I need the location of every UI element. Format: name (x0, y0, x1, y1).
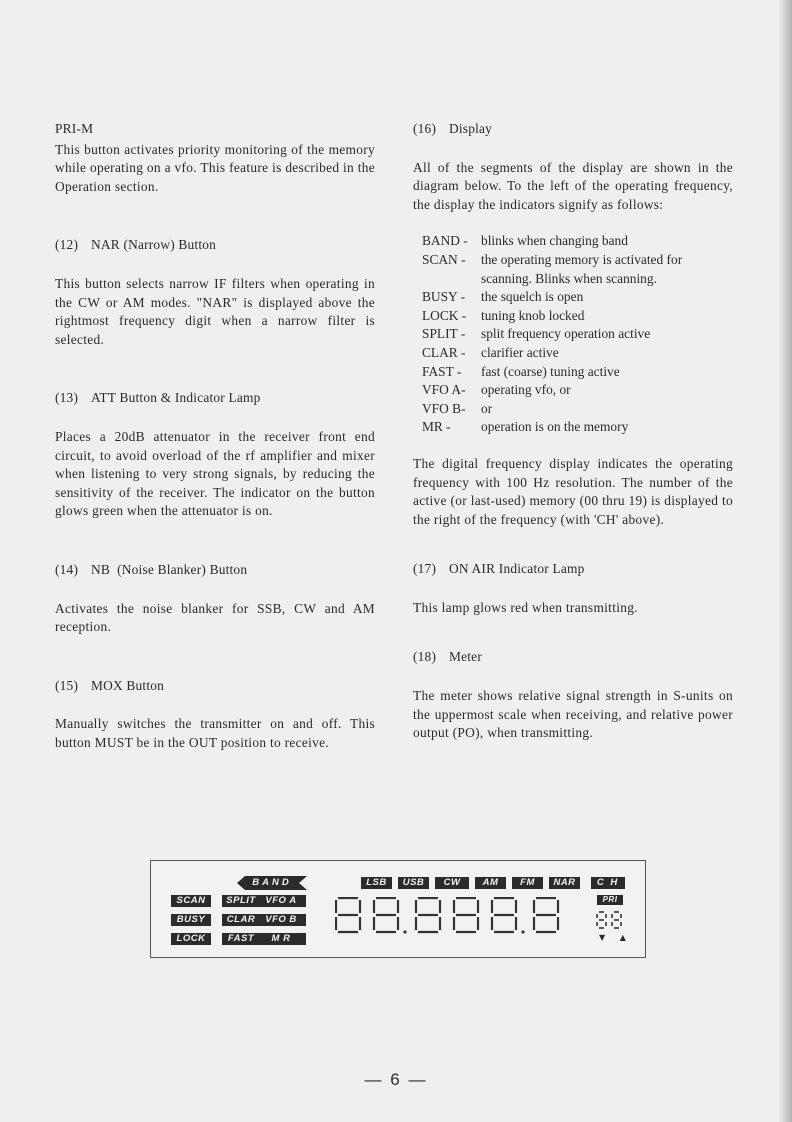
left-column (55, 120, 375, 752)
att-heading (55, 389, 375, 408)
busy-tag: BUSY (171, 914, 211, 926)
indicator-key: BAND - (422, 233, 468, 249)
section-display (413, 120, 733, 529)
indicator-desc: operation is on the memory (481, 419, 629, 435)
indicator-key: BUSY - (422, 289, 466, 305)
lock-tag: LOCK (171, 933, 211, 945)
am-tag: AM (475, 877, 506, 889)
indicator-list (422, 232, 733, 437)
display-after: The digital frequency display indicates the operating frequency with 100 Hz resolution. The number of the active (or last-used) memory (00 thru 19) is displayed to the right of the frequency (with 'CH' above). (413, 455, 733, 527)
indicator-item (422, 400, 733, 419)
section-nb (55, 561, 375, 637)
section-pri-m (55, 120, 375, 196)
on-air-text: This lamp glows red when transmitting. (413, 599, 638, 615)
display-diagram (150, 860, 646, 958)
nar-number: (12) (55, 237, 79, 253)
decimal-point (521, 930, 524, 933)
indicator-desc: operating vfo, or (481, 382, 571, 398)
nar-text: This button selects narrow IF filters when operating in the CW or AM modes. "NAR" is displayed above the rightmost frequency digit when a narrow filter is selected. (55, 275, 375, 347)
nb-subtitle: (Noise Blanker) Button (117, 561, 248, 577)
indicator-item (422, 307, 733, 326)
indicator-key: SPLIT - (422, 326, 466, 342)
lsb-tag: LSB (361, 877, 392, 889)
nar-heading (55, 236, 375, 255)
usb-tag: USB (398, 877, 429, 889)
mox-number: (15) (55, 677, 79, 693)
on-air-subtitle: Indicator Lamp (498, 561, 585, 577)
mox-title: MOX Button (91, 677, 165, 693)
indicator-item (422, 325, 733, 344)
pri-tag: PRI (597, 895, 623, 905)
nar-subtitle: (Narrow) Button (123, 237, 217, 253)
nar-title: NAR (91, 237, 120, 253)
indicator-item (422, 251, 733, 288)
indicator-key: SCAN - (422, 251, 466, 267)
indicator-desc: fast (coarse) tuning active (481, 363, 620, 379)
section-on-air (413, 560, 733, 617)
on-air-title: ON AIR (449, 561, 496, 577)
indicator-desc: or (481, 400, 493, 416)
frequency-digits (335, 897, 585, 937)
nb-text: Activates the noise blanker for SSB, CW and AM reception. (55, 600, 375, 635)
decimal-point (403, 930, 406, 933)
indicator-desc: split frequency operation active (481, 326, 651, 342)
indicator-desc: blinks when changing band (481, 233, 628, 249)
fast-tag: FAST (222, 933, 260, 945)
on-air-heading (413, 560, 733, 579)
section-mox (55, 677, 375, 753)
nar-tag: NAR (549, 877, 580, 889)
indicator-item (422, 363, 733, 382)
cw-tag: CW (435, 877, 469, 889)
indicator-desc: the operating memory is activated for scanning. Blinks when scanning. (481, 251, 683, 286)
up-down-arrows: ▼ ▲ (599, 933, 632, 942)
nb-heading (55, 561, 375, 580)
display-heading (413, 120, 733, 139)
section-nar (55, 236, 375, 349)
att-text: Places a 20dB attenuator in the receiver front end circuit, to avoid overload of the rf amplifier and mixer when listening to very strong signals, by reducing the sensitivity of the receiver. The indicator on the button glows green when the attenuator is on. (55, 428, 375, 519)
mox-text: Manually switches the transmitter on and off. This button MUST be in the OUT position to receive. (55, 716, 375, 750)
page-number: — 6 — (364, 1070, 428, 1089)
right-column (413, 120, 733, 743)
indicator-key: VFO A- (422, 382, 466, 398)
indicator-key: MR - (422, 419, 451, 435)
indicator-desc: clarifier active (481, 344, 559, 360)
indicator-key: CLAR - (422, 344, 466, 360)
indicator-desc: the squelch is open (481, 289, 584, 305)
fm-tag: FM (512, 877, 543, 889)
band-indicator (237, 876, 307, 890)
mr-tag: M R (256, 933, 306, 945)
meter-heading (413, 648, 733, 667)
mox-heading (55, 677, 375, 696)
indicator-key: FAST - (422, 363, 462, 379)
indicator-desc: tuning knob locked (481, 307, 585, 323)
ch-tag: C H (591, 877, 625, 889)
indicator-item (422, 232, 733, 251)
indicator-item (422, 418, 733, 437)
indicator-item (422, 381, 733, 400)
att-number: (13) (55, 390, 79, 406)
att-title: ATT Button & Indicator Lamp (91, 390, 261, 406)
display-title: Display (449, 121, 493, 136)
on-air-number: (17) (413, 561, 437, 577)
indicator-item (422, 288, 733, 307)
split-tag: SPLIT (222, 895, 260, 907)
band-label: BAND (252, 877, 292, 888)
indicator-key: VFO B- (422, 400, 466, 416)
vfo-a-tag: VFO A (256, 895, 306, 907)
pri-m-title: PRI-M (55, 121, 94, 136)
indicator-item (422, 344, 733, 363)
section-meter (413, 648, 733, 742)
vfo-b-tag: VFO B (256, 914, 306, 926)
display-number: (16) (413, 121, 437, 136)
scan-tag: SCAN (171, 895, 211, 907)
display-intro: All of the segments of the display are shown in the diagram below. To the left of the operating frequency, the display the indicators signify as follows: (413, 159, 733, 212)
clar-tag: CLAR (222, 914, 260, 926)
meter-title: Meter (449, 649, 482, 665)
indicator-key: LOCK - (422, 307, 467, 323)
section-att (55, 389, 375, 521)
nb-number: (14) (55, 561, 79, 577)
memory-channel-digits (595, 911, 625, 931)
page-edge-shadow (778, 0, 792, 1122)
pri-m-text: This button activates priority monitoring of the memory while operating on a vfo. This feature is described in the Operation section. (55, 141, 375, 194)
meter-text: The meter shows relative signal strength in S-units on the uppermost scale when receiving, and relative power output (PO), when transmitting. (413, 688, 733, 741)
nb-title: NB (91, 561, 111, 577)
meter-number: (18) (413, 649, 437, 665)
